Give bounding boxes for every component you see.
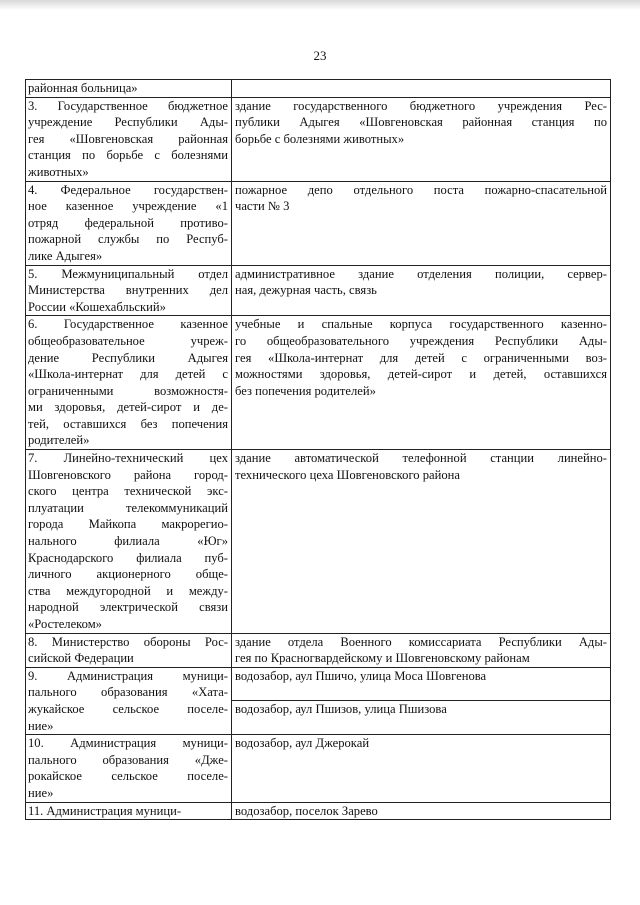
organization-line: 7. Линейно-технический цех bbox=[28, 451, 228, 466]
organization-cell bbox=[26, 97, 232, 181]
organization-line: гея «Шовгеновская районная bbox=[28, 131, 228, 146]
organization-line: ние» bbox=[28, 785, 54, 800]
facility-cell bbox=[232, 97, 611, 181]
organization-line: животных» bbox=[28, 164, 89, 179]
objects-table bbox=[25, 79, 611, 820]
facility-line: водозабор, аул Пшизов, улица Пшизова bbox=[235, 702, 447, 717]
organization-line: учреждение Республики Ады- bbox=[28, 115, 228, 130]
organization-line: ского центра технической экс- bbox=[28, 484, 228, 499]
organization-line: дение Республики Адыгея bbox=[28, 350, 228, 365]
organization-line: 6. Государственное казенное bbox=[28, 317, 228, 332]
organization-line: 8. Министерство обороны Рос- bbox=[28, 634, 228, 649]
organization-line: Краснодарского филиала пуб- bbox=[28, 550, 228, 565]
table-row bbox=[26, 80, 611, 98]
organization-line: тей, оставшихся без попечения bbox=[28, 416, 228, 431]
organization-line: города Майкопа макрорегио- bbox=[28, 517, 228, 532]
organization-line: отряд федеральной противо- bbox=[28, 215, 228, 230]
facility-cell bbox=[232, 265, 611, 316]
organization-line: станция по борьбе с болезнями bbox=[28, 148, 228, 163]
facility-cell bbox=[232, 701, 611, 735]
organization-line: пального образования «Хата- bbox=[28, 685, 228, 700]
organization-line: родителей» bbox=[28, 433, 90, 448]
organization-line: народной электрической связи bbox=[28, 600, 228, 615]
organization-line: ное казенное учреждение «1 bbox=[28, 199, 228, 214]
facility-line: здание отдела Военного комиссариата Республики Ады- bbox=[235, 634, 607, 649]
organization-cell bbox=[26, 265, 232, 316]
page-number: 23 bbox=[313, 48, 327, 63]
facility-cell bbox=[232, 667, 611, 701]
facility-cell bbox=[232, 181, 611, 265]
facility-line: гея «Школа-интернат для детей с ограниченными воз- bbox=[235, 350, 607, 365]
organization-line: 5. Межмуниципальный отдел bbox=[28, 266, 228, 281]
organization-line: ограниченными возможностя- bbox=[28, 383, 228, 398]
organization-cell bbox=[26, 802, 232, 820]
facility-cell bbox=[232, 80, 611, 98]
organization-cell bbox=[26, 316, 232, 450]
organization-line: пожарной службы по Респуб- bbox=[28, 232, 228, 247]
facility-line: технического цеха Шовгеновского района bbox=[235, 467, 460, 482]
facility-line: го общеобразовательного учреждения Республики Ады- bbox=[235, 333, 607, 348]
organization-cell bbox=[26, 80, 232, 98]
facility-cell bbox=[232, 316, 611, 450]
organization-line: плуатации телекоммуникаций bbox=[28, 500, 228, 515]
organization-line: рокайское сельское поселе- bbox=[28, 769, 228, 784]
organization-line: Шовгеновского района город- bbox=[28, 467, 228, 482]
facility-line: ная, дежурная часть, связь bbox=[235, 283, 377, 298]
facility-cell bbox=[232, 450, 611, 634]
table-row bbox=[26, 633, 611, 667]
facility-line: без попечения родителей» bbox=[235, 383, 376, 398]
table-row bbox=[26, 316, 611, 450]
table-row bbox=[26, 450, 611, 634]
table-row bbox=[26, 735, 611, 802]
facility-line: учебные и спальные корпуса государственного казенно- bbox=[235, 317, 607, 332]
organization-line: 3. Государственное бюджетное bbox=[28, 98, 228, 113]
facility-line: гея по Красногвардейскому и Шовгеновскому районам bbox=[235, 651, 530, 666]
organization-line: России «Кошехабльский» bbox=[28, 299, 166, 314]
facility-cell bbox=[232, 735, 611, 802]
facility-cell bbox=[232, 802, 611, 820]
organization-line: «Ростелеком» bbox=[28, 617, 102, 631]
facility-cell bbox=[232, 633, 611, 667]
organization-line: сийской Федерации bbox=[28, 651, 134, 666]
facility-line: водозабор, поселок Зарево bbox=[235, 803, 378, 818]
facility-line: можностями здоровья, детей-сирот и детей, оставшихся bbox=[235, 367, 607, 382]
table-body bbox=[26, 80, 611, 820]
table-row bbox=[26, 667, 611, 701]
organization-cell bbox=[26, 735, 232, 802]
organization-line: жукайское сельское поселе- bbox=[28, 701, 228, 716]
organization-line: ми здоровья, детей-сирот и де- bbox=[28, 400, 228, 415]
organization-line: 10. Администрация муници- bbox=[28, 736, 228, 751]
organization-line: пального образования «Дже- bbox=[28, 752, 228, 767]
organization-cell bbox=[26, 450, 232, 634]
table-row bbox=[26, 265, 611, 316]
scan-top-edge bbox=[0, 0, 640, 10]
table-row bbox=[26, 181, 611, 265]
table-row bbox=[26, 802, 611, 820]
facility-line: здание автоматической телефонной станции линейно- bbox=[235, 451, 607, 466]
organization-line: общеобразовательное учреж- bbox=[28, 333, 228, 348]
organization-line: нального филиала «Юг» bbox=[28, 534, 228, 549]
facility-line: административное здание отделения полиции, сервер- bbox=[235, 266, 607, 281]
organization-line: 4. Федеральное государствен- bbox=[28, 182, 228, 197]
facility-line: пожарное депо отдельного поста пожарно-спасательной bbox=[235, 182, 607, 197]
organization-line: лике Адыгея» bbox=[28, 248, 103, 263]
organization-line: «Школа-интернат для детей с bbox=[28, 367, 228, 382]
organization-cell bbox=[26, 633, 232, 667]
facility-line: здание государственного бюджетного учреждения Рес- bbox=[235, 98, 607, 113]
table-row bbox=[26, 97, 611, 181]
facility-line: части № 3 bbox=[235, 199, 290, 214]
organization-cell bbox=[26, 181, 232, 265]
facility-line: борьбе с болезнями животных» bbox=[235, 131, 405, 146]
facility-line: водозабор, аул Джерокай bbox=[235, 736, 370, 751]
organization-cell bbox=[26, 667, 232, 734]
organization-line: ства междугородной и между- bbox=[28, 583, 228, 598]
organization-line: 9. Администрация муници- bbox=[28, 668, 228, 683]
organization-line: Министерства внутренних дел bbox=[28, 283, 228, 298]
organization-line: районная больница» bbox=[28, 81, 138, 95]
organization-line: ние» bbox=[28, 718, 54, 733]
organization-line: 11. Администрация муници- bbox=[28, 803, 182, 818]
facility-line: публики Адыгея «Шовгеновская районная станция по bbox=[235, 115, 607, 130]
facility-line: водозабор, аул Пшичо, улица Моса Шовгенова bbox=[235, 668, 487, 683]
organization-line: личного акционерного обще- bbox=[28, 567, 228, 582]
